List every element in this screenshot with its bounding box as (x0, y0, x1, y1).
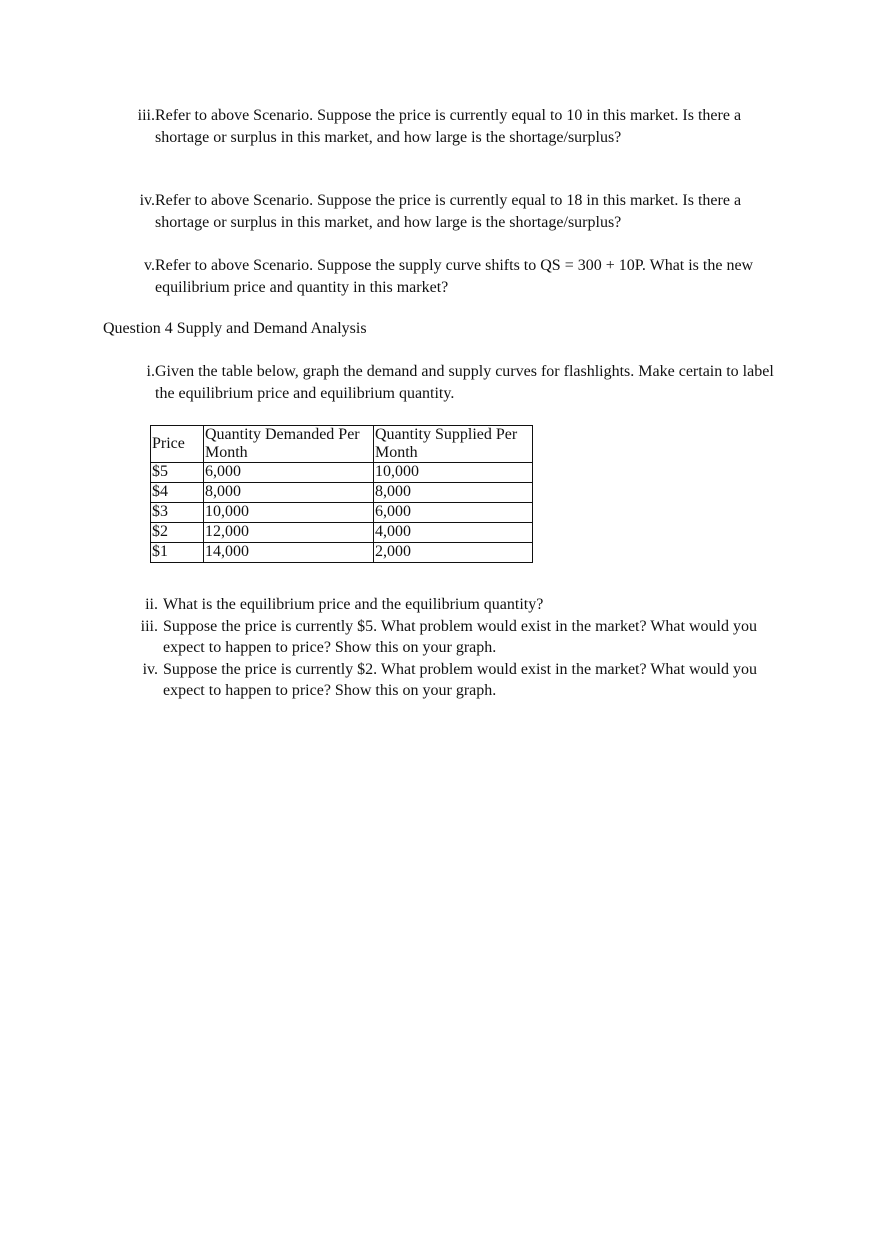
cell-supplied: 4,000 (374, 523, 533, 543)
item-number: iv. (142, 660, 158, 678)
cell-price: $5 (151, 463, 204, 483)
item-text: Refer to above Scenario. Suppose the price is currently equal to 18 in this market. Is there a shortage or surplus in this market, and how large is the shortage/surplus? (155, 192, 742, 231)
list-item (136, 594, 796, 616)
question-3-iv (129, 190, 789, 233)
item-number: i. (146, 363, 155, 380)
header-price: Price (151, 426, 204, 463)
item-text: Given the table below, graph the demand and supply curves for flashlights. Make certain to label the equilibrium price and equilibrium quantity. (155, 363, 774, 402)
table-row (151, 523, 533, 543)
table-row (151, 543, 533, 563)
table-row (151, 503, 533, 523)
list-item (136, 616, 796, 659)
item-number: v. (144, 257, 155, 274)
item-text: Refer to above Scenario. Suppose the price is currently equal to 10 in this market. Is there a shortage or surplus in this market, and how large is the shortage/surplus? (155, 107, 742, 146)
cell-supplied: 6,000 (374, 503, 533, 523)
header-quantity-supplied: Quantity Supplied Per Month (374, 426, 533, 463)
cell-demanded: 10,000 (204, 503, 374, 523)
item-text: Suppose the price is currently $2. What problem would exist in the market? What would you expect to happen to price? Show this on your graph. (163, 660, 757, 699)
supply-demand-table (150, 425, 533, 563)
cell-demanded: 6,000 (204, 463, 374, 483)
table-row (151, 463, 533, 483)
header-quantity-demanded: Quantity Demanded Per Month (204, 426, 374, 463)
cell-supplied: 8,000 (374, 483, 533, 503)
cell-price: $3 (151, 503, 204, 523)
item-number: ii. (145, 596, 158, 613)
item-text: Refer to above Scenario. Suppose the supply curve shifts to QS = 300 + 10P. What is the new equilibrium price and quantity in this market? (155, 257, 754, 296)
question-3-v (129, 255, 789, 298)
item-number: iii. (137, 107, 155, 124)
table-header-row (151, 426, 533, 463)
question-4-i (129, 361, 789, 404)
cell-price: $1 (151, 543, 204, 563)
question-3-iii (129, 105, 789, 148)
cell-supplied: 10,000 (374, 463, 533, 483)
list-item (136, 659, 796, 702)
cell-demanded: 8,000 (204, 483, 374, 503)
item-text: What is the equilibrium price and the equilibrium quantity? (163, 596, 544, 613)
cell-price: $4 (151, 483, 204, 503)
item-number: iii. (140, 617, 158, 635)
question-4-heading: Question 4 Supply and Demand Analysis (103, 320, 367, 337)
question-4-list (136, 594, 796, 702)
cell-price: $2 (151, 523, 204, 543)
item-text: Suppose the price is currently $5. What problem would exist in the market? What would you expect to happen to price? Show this on your graph. (163, 617, 757, 656)
table-row (151, 483, 533, 503)
cell-demanded: 14,000 (204, 543, 374, 563)
cell-supplied: 2,000 (374, 543, 533, 563)
cell-demanded: 12,000 (204, 523, 374, 543)
item-number: iv. (139, 192, 155, 209)
